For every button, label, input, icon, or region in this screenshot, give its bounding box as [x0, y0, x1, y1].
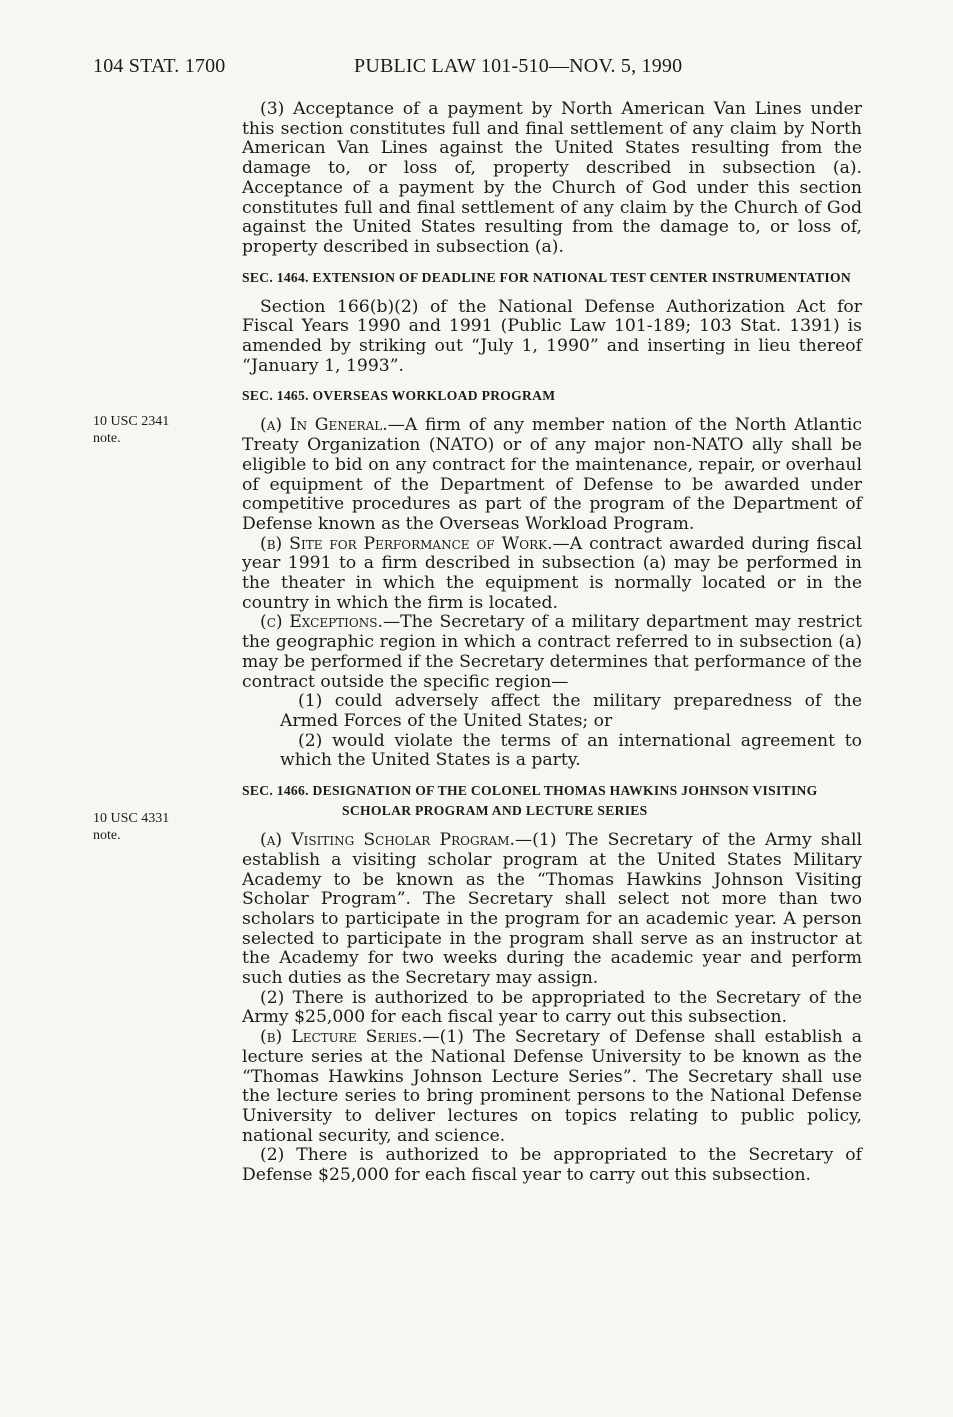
section-heading-1465: SEC. 1465. OVERSEAS WORKLOAD PROGRAM: [242, 388, 556, 404]
clause-2-text: (2) would violate the terms of an international agreement to which the United States is a party.: [280, 730, 862, 771]
subsection-a-label: (a) In General.: [260, 415, 388, 436]
page-header: [93, 55, 863, 85]
clause-1-text: (1) could adversely affect the military preparedness of the Armed Forces of the United States; or: [280, 691, 862, 731]
subsection-b-text: —A contract awarded during fiscal year 1991 to a firm described in subsection (a) may be performed in the theater in which the equipment is normally located or in the country in which the firm is located.: [242, 533, 863, 613]
section-1466-subsection-b-2: (2) There is authorized to be appropriated to the Secretary of Defense $25,000 for each fiscal year to carry out this subsection.: [242, 1145, 862, 1186]
margin-note-label: note.: [93, 431, 121, 446]
law-title-date: PUBLIC LAW 101-510—NOV. 5, 1990: [354, 55, 683, 77]
paragraph-settlement: (3) Acceptance of a payment by North American Van Lines under this section constitutes full and final settlement of any claim by North American Van Lines against the United States resulting from the damage to, or loss of, property described in subsection (a). Acceptance of a payment by the Church of God under this section constitutes full and final settlement of any claim by the Church of God against the United States resulting from the damage to, or loss of, property described in subsection (a).: [242, 99, 862, 257]
margin-note-citation: 10 USC 4331: [93, 811, 170, 826]
section-1466-subsection-b: [242, 1028, 862, 1146]
margin-note-label: note.: [93, 828, 121, 843]
section-1465-subsection-a: [242, 416, 862, 534]
subsection-c-text: —The Secretary of a military department may restrict the geographic region in which a contract referred to in subsection (a) may be performed if the Secretary determines that performance of the contract outside the specific region—: [242, 612, 863, 692]
subsection-b-text: —(1) The Secretary of Defense shall establish a lecture series at the National Defense University to be known as the “Thomas Hawkins Johnson Lecture Series”. The Secretary shall use the lecture series to bring prominent persons to the National Defense University to deliver lectures on topics relating to public policy, national security, and science.: [242, 1027, 862, 1146]
statute-page-number: 104 STAT. 1700: [93, 55, 226, 77]
subsection-a-text: —(1) The Secretary of the Army shall establish a visiting scholar program at the United States Military Academy to be known as the “Thomas Hawkins Johnson Visiting Scholar Program”. The Secretary shall select not more than two scholars to participate in the program for an academic year. A person selected to participate in the program shall serve as an instructor at the Academy for two weeks during the academic year and perform such duties as the Secretary may assign.: [242, 830, 862, 989]
subsection-c-label: (c) Exceptions.: [260, 612, 383, 633]
subsection-b-label: (b) Site for Performance of Work.: [260, 533, 553, 554]
section-1465-subsection-c: [242, 613, 862, 692]
section-1465-subsection-b: [242, 535, 862, 614]
section-heading-1464: SEC. 1464. EXTENSION OF DEADLINE FOR NATIONAL TEST CENTER INSTRUMENTATION: [242, 269, 851, 285]
subsection-b-label: (b) Lecture Series.: [260, 1027, 423, 1048]
section-1465-clause-1: [242, 692, 862, 731]
section-heading-1466: SEC. 1466. DESIGNATION OF THE COLONEL THOMAS HAWKINS JOHNSON VISITING SCHOLAR PROGRAM AND LECTURE SERIES: [242, 783, 818, 819]
section-1465-clause-2: [242, 732, 862, 771]
margin-note-citation: 10 USC 2341: [93, 414, 170, 429]
subsection-a-text: —A firm of any member nation of the North Atlantic Treaty Organization (NATO) or of any major non-NATO ally shall be eligible to bid on any contract for the maintenance, repair, or overhaul of equipment of the Department of Defense to be awarded under competitive procedures as part of the program of the Department of Defense known as the Overseas Workload Program.: [242, 415, 863, 534]
section-1466-subsection-a-2: (2) There is authorized to be appropriated to the Secretary of the Army $25,000 for each fiscal year to carry out this subsection.: [242, 987, 862, 1028]
subsection-a-label: (a) Visiting Scholar Program.: [260, 830, 515, 851]
margin-note-usc-4331: [93, 810, 213, 844]
document-body: [242, 100, 862, 1186]
section-1466-subsection-a: [242, 831, 862, 989]
section-1464-body: Section 166(b)(2) of the National Defense Authorization Act for Fiscal Years 1990 and 1991 (Public Law 101-189; 103 Stat. 1391) is amended by striking out “July 1, 1990” and inserting in lieu thereof “January 1, 1993”.: [242, 296, 862, 376]
margin-note-usc-2341: [93, 413, 213, 447]
